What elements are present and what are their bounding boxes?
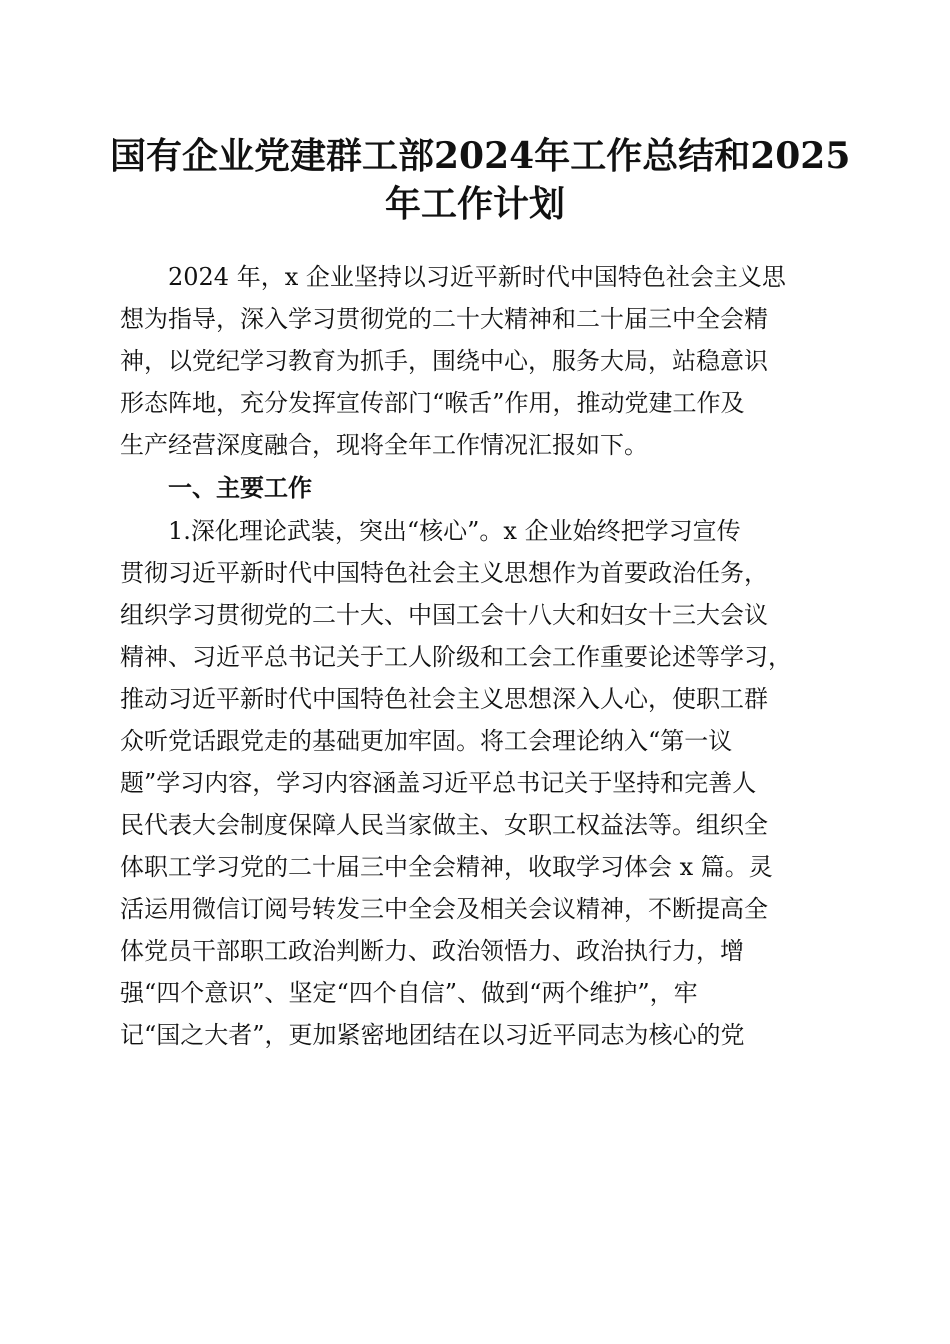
item-1-line: 强“四个意识”、坚定“四个自信”、做到“两个维护”，牢 bbox=[120, 979, 698, 1007]
item-1-line: 记“国之大者”，更加紧密地团结在以习近平同志为核心的党 bbox=[120, 1021, 745, 1049]
item-1-line: 1.深化理论武装，突出“核心”。x 企业始终把学习宣传 bbox=[168, 517, 741, 545]
document-body bbox=[120, 256, 832, 1056]
item-1-line: 贯彻习近平新时代中国特色社会主义思想作为首要政治任务， bbox=[120, 559, 768, 587]
item-1-line: 体职工学习党的二十届三中全会精神，收取学习体会 x 篇。灵 bbox=[120, 853, 773, 881]
intro-line: 2024 年，x 企业坚持以习近平新时代中国特色社会主义思 bbox=[168, 263, 786, 291]
intro-line: 神，以党纪学习教育为抓手，围绕中心，服务大局，站稳意识 bbox=[120, 347, 768, 375]
item-1-line: 组织学习贯彻党的二十大、中国工会十八大和妇女十三大会议 bbox=[120, 601, 768, 629]
section-heading: 一、主要工作 bbox=[168, 474, 312, 502]
item-1-line: 精神、习近平总书记关于工人阶级和工会工作重要论述等学习， bbox=[120, 643, 792, 671]
item-1-line: 题”学习内容，学习内容涵盖习近平总书记关于坚持和完善人 bbox=[120, 769, 757, 797]
intro-line: 想为指导，深入学习贯彻党的二十大精神和二十届三中全会精 bbox=[120, 305, 768, 333]
document-title-line: 年工作计划 bbox=[384, 183, 565, 225]
item-1-line: 活运用微信订阅号转发三中全会及相关会议精神，不断提高全 bbox=[120, 895, 768, 923]
intro-line: 形态阵地，充分发挥宣传部门“喉舌”作用，推动党建工作及 bbox=[120, 389, 745, 417]
item-1-line: 推动习近平新时代中国特色社会主义思想深入人心，使职工群 bbox=[120, 685, 768, 713]
item-1-line: 体党员干部职工政治判断力、政治领悟力、政治执行力，增 bbox=[120, 937, 744, 965]
item-1-paragraph bbox=[120, 510, 832, 1056]
item-1-line: 民代表大会制度保障人民当家做主、女职工权益法等。组织全 bbox=[120, 811, 768, 839]
intro-paragraph bbox=[120, 256, 832, 466]
intro-line: 生产经营深度融合，现将全年工作情况汇报如下。 bbox=[120, 431, 648, 459]
item-1-line: 众听党话跟党走的基础更加牢固。将工会理论纳入“第一议 bbox=[120, 727, 733, 755]
document-title-line: 国有企业党建群工部2024年工作总结和2025 bbox=[110, 135, 851, 177]
document-title bbox=[110, 132, 851, 228]
